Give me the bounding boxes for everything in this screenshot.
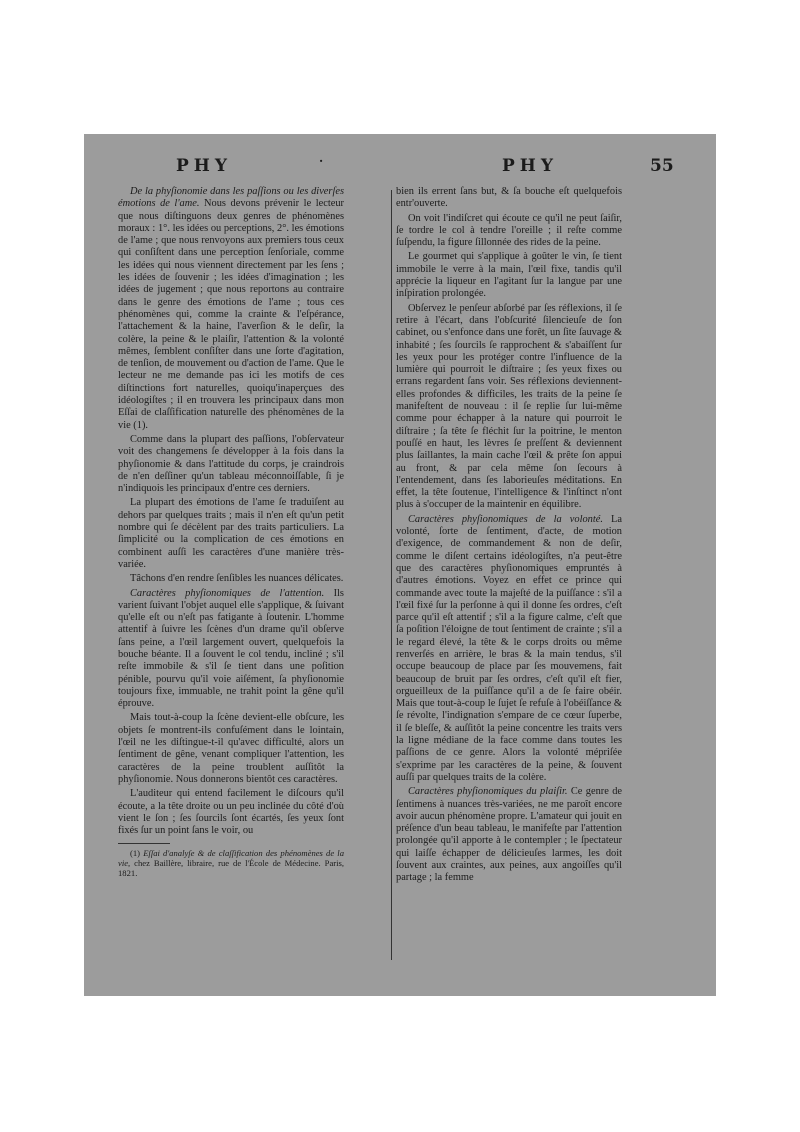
paragraph-emotions: La plupart des émotions de l'ame ſe traduiſent au dehors par quelques traits ; mais il n'en eſt qu'un petit nombre qui ſe décèlent par des traits particuliers. La ſimplicité ou la complication de ces émotions en combinent auſſi les caractères d'une manière très-variée.	[118, 497, 344, 570]
right-column	[396, 186, 622, 986]
paragraph-continuation: bien ils errent ſans but, & ſa bouche eſt quelquefois entr'ouverte.	[396, 186, 622, 210]
paragraph-nuances: Tâchons d'en rendre ſenſibles les nuances délicates.	[130, 573, 344, 585]
passions-heading: De la phyſionomie dans les paſſions ou les diverſes émotions de l'ame.	[118, 186, 344, 210]
column-divider	[391, 190, 392, 960]
paragraph-attention	[118, 588, 344, 711]
footnote-publisher: , chez Baillère, libraire, rue de l'École de Médecine. Paris, 1821.	[118, 858, 344, 879]
running-head-right: PHY	[502, 156, 558, 176]
paragraph-auditeur: L'auditeur qui entend facilement le diſcours qu'il écoute, a la tête droite ou un peu inclinée du côté d'où vient le ſon ; ſes ſourcils ſont écartés, ſes yeux ſont fixés ſur un point ſans le voir, ou	[118, 788, 344, 837]
paragraph-scene: Mais tout-à-coup la ſcène devient-elle obſcure, les objets ſe montrent-ils confuſément dans le lointain, l'œil ne les diſtingue-t-il qu'avec difficulté, alors un ſentiment de gêne, venant compliquer l'attention, les caractères de la peine troublent auſſitôt la phyſionomie. Nous donnerons bientôt ces caractères.	[118, 712, 344, 785]
plaisir-text: Ce genre de ſentimens à nuances très-variées, ne me paroît encore avoir aucun phénomène propre. L'amateur qui jouit en préſence d'un beau tableau, le manifeſte par l'attention prolongée qu'il apporte à le contempler ; le ſpectateur qui laiſſe échapper de délicieuſes larmes, les doit ſouvent aux craintes, aux peines, aux angoiſſes qu'il partage ; la femme	[396, 786, 622, 884]
paragraph-attitude: Comme dans la plupart des paſſions, l'obſervateur voit des changemens ſe développer à la fois dans la phyſionomie & dans l'attitude du corps, je craindrois de n'en deſſiner qu'un tableau méconnoiſſable, ſi je n'indiquois les principaux d'entre ces derniers.	[118, 433, 344, 495]
scanned-page	[84, 134, 716, 996]
footnote	[118, 848, 344, 878]
paragraph-indiscret: On voit l'indiſcret qui écoute ce qu'il ne peut ſaiſir, ſe tordre le col à tendre l'oreille ; il reſte comme ſuſpendu, la figure ſillonnée des rides de la peine.	[396, 212, 622, 249]
running-head-dot: ·	[319, 154, 324, 168]
attention-heading: Caractères phyſionomiques de l'attention.	[130, 587, 325, 599]
paragraph-gourmet: Le gourmet qui s'applique à goûter le vin, ſe tient immobile le verre à la main, l'œil fixe, tandis qu'il apprécie la liqueur en l'agitant ſur la langue par une inſpiration prolongée.	[396, 251, 622, 300]
running-head-left: PHY	[176, 156, 232, 176]
paragraph-plaisir	[396, 786, 622, 884]
paragraph-penseur: Obſervez le penſeur abſorbé par ſes réflexions, il ſe retire à l'écart, dans l'obſcurité ſilencieuſe de ſon cabinet, ou s'enfonce dans une forêt, un ſite ſauvage & inhabité ; ſes ſourcils ſe rapprochent & s'abaiſſent ſur les yeux pour les protéger contre l'influence de la lumière qui pourroit le diſtraire ; ſes yeux fixes ou errans regardent ſans voir. Ses réflexions deviennent-elles profondes & difficiles, les traits de la peine ſe manifeſtent de nouveau : il ſe replie ſur lui-même comme pour échapper à la nature qui pourroit le diſtraire ; ſa tête ſe fléchit ſur la poitrine, le menton pouſſé en haut, les lèvres ſe preſſent & deviennent plus ſaillantes, la main cache l'œil & prête ſon appui au front, & par cela même ſon ſecours à l'entendement, dans ſes laborieuſes méditations. En effet, la tête ſoutenue, l'intelligence & l'inſtinct n'ont plus à s'occuper de la maintenir en équilibre.	[396, 302, 622, 511]
volonte-heading: Caractères phyſionomiques de la volonté.	[408, 513, 603, 525]
passions-text: Nous devons prévenir le lecteur que nous diſtinguons deux genres de phénomènes moraux : 1°. les idées ou perceptions, 2°. les émotions de l'ame ; que nous renvoyons aux premiers tous ceux qui conſiſtent dans une perception ſenſoriale, comme les idées qui nous viennent directement par les ſens ; les idées de ſouvenir ; les idées d'imagination ; les idées de jugement ; que nous reportons au contraire dans le genre des émotions de l'ame ; tous ces phénomènes qui, comme la crainte & l'eſpérance, l'attachement & la haine, l'averſion & le deſir, la colère, la peine & le plaiſir, l'attention & la volonté mêmes, ſemblent conſiſter dans une ſorte d'agitation, de tenſion, de mouvement ou d'action de l'ame. Que le lecteur ne me demande pas ici les motifs de ces diſtinctions fort naturelles, quoiqu'inaperçues des idéologiſtes ; il en trouvera les principaux dans mon Eſſai de claſſification naturelle des phénomènes de la vie (1).	[118, 198, 344, 431]
left-column	[118, 186, 344, 986]
footnote-mark: (1)	[130, 848, 144, 859]
running-head	[84, 156, 716, 180]
volonte-text: La volonté, ſorte de ſentiment, d'acte, de motion d'exigence, de commandement & non de deſir, comme le diſent certains idéologiſtes, n'a peut-être que des caractères phyſionomiques empruntés à d'autres émotions. Voyez en effet ce prince qui commande avec toute la majeſté de la puiſſance : s'il a l'œil fixé ſur la perſonne à qui il donne ſes ordres, c'eſt parce qu'il eſt attentif ; s'il a la figure calme, c'eſt que ſa poſition l'éloigne de tout ſentiment de crainte ; s'il a le regard élevé, la tête & le corps droits ou même renverſés en arrière, le bras & la main tendus, s'il occupe beaucoup de place par ſes mouvemens, fait beaucoup de bruit par ſes ordres, c'eſt qu'il eſt fier, orgueilleux de la puiſſance qu'il a de ſe faire obéir. Mais que tout-à-coup le ſujet ſe refuſe à l'obéiſſance & ſe révolte, l'indignation s'empare de ce cœur ſuperbe, il ſe bleſſe, & auſſitôt la peine concentre les traits vers la ligne médiane de la face comme dans toutes les paſſions de ce genre. Alors la volonté mépriſée s'exprime par les caractères de la peine, & ſouvent auſſi par quelques traits de la colère.	[396, 513, 622, 783]
footnote-rule	[118, 843, 170, 844]
paragraph-passions	[118, 186, 344, 432]
paragraph-volonte	[396, 514, 622, 785]
page-number: 55	[650, 156, 674, 176]
plaisir-heading: Caractères phyſionomiques du plaiſir.	[408, 786, 568, 798]
attention-text: Ils varient ſuivant l'objet auquel elle s'applique, & ſuivant qu'elle eſt ou n'eſt pas fatigante à ſoutenir. L'homme attentif à ſuivre les ſcènes d'un drame qu'il obſerve ſans peine, a l'œil largement ouvert, quelquefois la bouche béante. Il a ſouvent le col tendu, incliné ; s'il reſte immobile & s'il ſe tient dans une poſition pénible, pourvu qu'il voie aiſément, ſa phyſionomie toujours fixe, immuable, ne trahit point la gêne qu'il éprouve.	[118, 587, 344, 710]
footnote-title: Eſſai d'analyſe & de claſſification des phénomènes de la vie	[118, 848, 344, 869]
